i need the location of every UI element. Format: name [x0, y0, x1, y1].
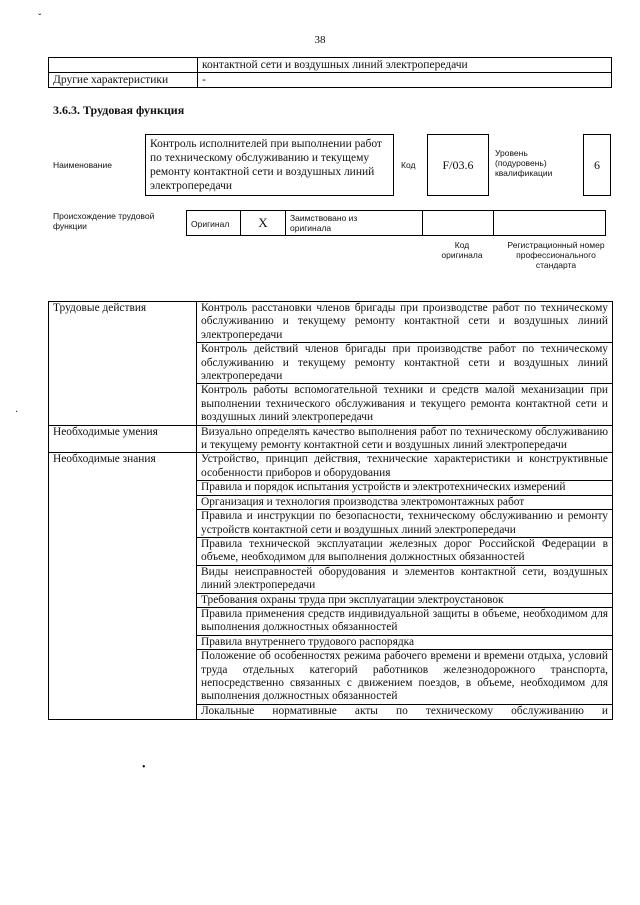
borrowed-label: Заимствовано из оригинала [290, 213, 358, 233]
origin-label: Происхождение трудовой функции [53, 211, 155, 231]
list-item: Контроль работы вспомогательной техники и средств малой механизации при выполнении технического обслуживания и текущего ремонта контактной сети и воздушных линий электропередачи [197, 384, 613, 425]
section-label: Трудовые действия [49, 302, 197, 426]
scan-mark: • [142, 762, 146, 773]
list-item: Правила технической эксплуатации железных дорог Российской Федерации в объеме, необходимом для выполнения должностных обязанностей [197, 537, 613, 565]
scan-mark: · [15, 407, 19, 418]
list-item: Контроль расстановки членов бригады при производстве работ по техническому обслуживанию и текущему ремонту контактной сети и воздушных линий электропередачи [197, 302, 613, 343]
table-row [49, 453, 613, 481]
list-item: Визуально определять качество выполнения работ по техническому обслуживанию и текущему ремонту контактной сети и воздушных линий электропередачи [197, 425, 613, 453]
list-item: Правила внутреннего трудового распорядка [197, 635, 613, 649]
list-item: Положение об особенностях режима рабочего времени и времени отдыха, условий труда отдельных категорий работников железнодорожного транспорта, непосредственно связанных с движением поездов, в объеме, необходимом для выполнения должностных обязанностей [197, 650, 613, 705]
section-label: Необходимые знания [49, 453, 197, 719]
list-item: Локальные нормативные акты по техническому обслуживанию и [201, 704, 608, 717]
original-code-cell [423, 211, 494, 236]
code-label: Код [401, 160, 416, 170]
continuation-cell: контактной сети и воздушных линий электропередачи [198, 58, 612, 73]
level-label: Уровень (подуровень) квалификации [495, 148, 553, 178]
page-number: 38 [314, 34, 326, 46]
function-code-box: F/03.6 [427, 134, 489, 196]
list-item: Правила и порядок испытания устройств и электротехнических измерений [197, 481, 613, 495]
function-name-box: Контроль исполнителей при выполнении работ по техническому обслуживанию и текущему ремонту контактной сети и воздушных линий электропередачи [145, 134, 394, 196]
list-item: Контроль действий членов бригады при производстве работ по техническому обслуживанию и текущему ремонту контактной сети и воздушных линий электропередачи [197, 343, 613, 384]
list-item: Виды неисправностей оборудования и элементов контактной сети, воздушных линий электропередачи [197, 565, 613, 593]
section-label: Необходимые умения [49, 425, 197, 453]
registration-caption: Регистрационный номер профессионального стандарта [507, 240, 605, 270]
list-item: Устройство, принцип действия, технические характеристики и конструктивные особенности приборов и оборудования [197, 453, 613, 481]
original-mark: X [241, 211, 286, 236]
table-row [49, 425, 613, 453]
list-item: Правила применения средств индивидуальной защиты в объеме, необходимом для выполнения должностных обязанностей [197, 607, 613, 635]
labor-function-table [48, 301, 613, 720]
other-characteristics-value: - [198, 73, 612, 88]
section-heading: 3.6.3. Трудовая функция [53, 103, 185, 117]
registration-number-cell [494, 211, 606, 236]
other-characteristics-label: Другие характеристики [49, 73, 198, 88]
continuation-table [48, 57, 612, 88]
code-original-caption: Код оригинала [441, 240, 483, 260]
list-item: Требования охраны труда при эксплуатации электроустановок [197, 593, 613, 607]
origin-table [186, 210, 606, 236]
list-item: Правила и инструкции по безопасности, техническому обслуживанию и ремонту устройств контактной сети и воздушных линий электропередачи [197, 510, 613, 538]
qualification-level-box: 6 [583, 134, 611, 196]
list-item: Организация и технология производства электромонтажных работ [197, 495, 613, 509]
scan-mark: ˇ [38, 13, 42, 24]
original-label: Оригинал [191, 219, 230, 229]
table-row [49, 302, 613, 343]
name-label: Наименование [53, 160, 112, 170]
